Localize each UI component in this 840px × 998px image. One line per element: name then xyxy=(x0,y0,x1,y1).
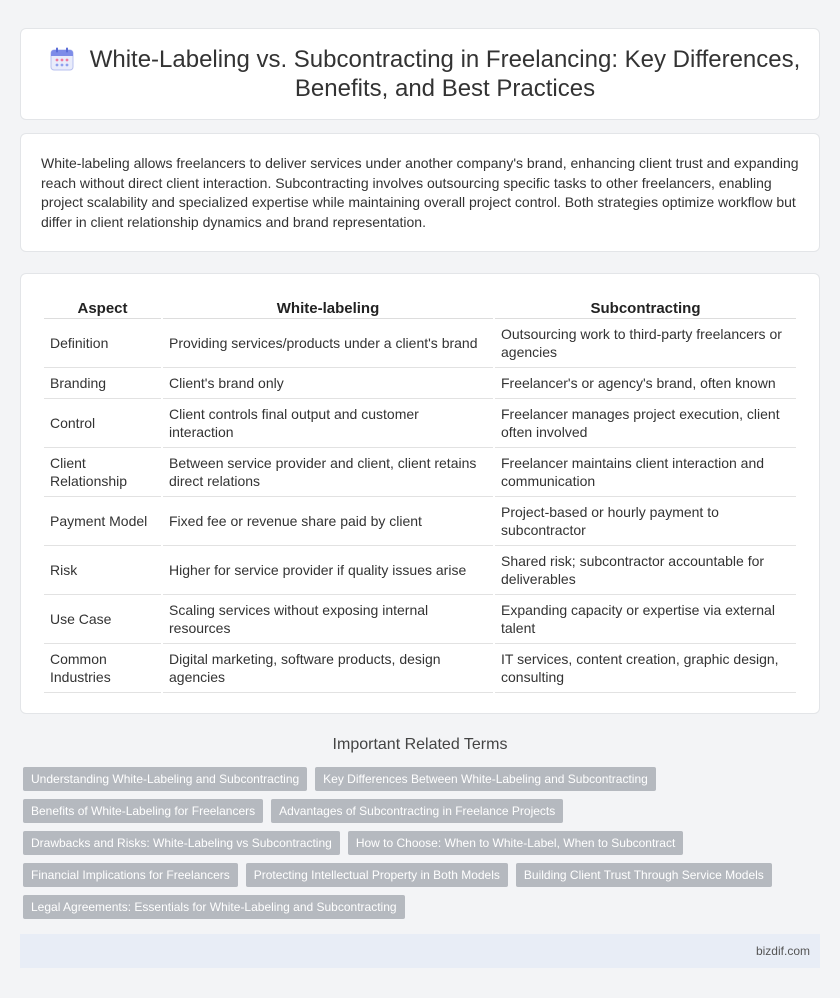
row-white-labeling: Fixed fee or revenue share paid by client xyxy=(163,497,493,546)
table-row xyxy=(44,644,796,693)
intro-card xyxy=(20,133,820,252)
row-aspect: Common Industries xyxy=(44,644,161,693)
related-terms-heading: Important Related Terms xyxy=(332,736,508,753)
row-aspect: Control xyxy=(44,399,161,448)
table-row xyxy=(44,595,796,644)
table-row xyxy=(44,546,796,595)
row-aspect: Client Relationship xyxy=(44,448,161,497)
comparison-table xyxy=(42,295,798,693)
calendar-icon xyxy=(49,46,75,72)
row-white-labeling: Between service provider and client, client retains direct relations xyxy=(163,448,493,497)
related-term-link[interactable]: Financial Implications for Freelancers xyxy=(23,863,238,887)
row-subcontracting: Freelancer's or agency's brand, often known xyxy=(495,368,796,399)
footer-site-link[interactable]: bizdif.com xyxy=(755,944,810,958)
row-white-labeling: Providing services/products under a client's brand xyxy=(163,319,493,368)
row-subcontracting: Freelancer manages project execution, client often involved xyxy=(495,399,796,448)
row-aspect: Payment Model xyxy=(44,497,161,546)
row-aspect: Branding xyxy=(44,368,161,399)
row-subcontracting: Shared risk; subcontractor accountable for deliverables xyxy=(495,546,796,595)
header-aspect: Aspect xyxy=(44,295,161,319)
page-title: White-Labeling vs. Subcontracting in Freelancing: Key Differences, Benefits, and Best Practices xyxy=(89,46,801,102)
comparison-card xyxy=(20,273,820,714)
row-white-labeling: Client's brand only xyxy=(163,368,493,399)
related-term-link[interactable]: Building Client Trust Through Service Models xyxy=(516,863,772,887)
related-terms-list xyxy=(23,767,813,927)
table-row xyxy=(44,399,796,448)
row-white-labeling: Higher for service provider if quality issues arise xyxy=(163,546,493,595)
row-white-labeling: Client controls final output and customer interaction xyxy=(163,399,493,448)
footer xyxy=(20,934,820,968)
row-subcontracting: Outsourcing work to third-party freelancers or agencies xyxy=(495,319,796,368)
row-subcontracting: IT services, content creation, graphic design, consulting xyxy=(495,644,796,693)
related-term-link[interactable]: Drawbacks and Risks: White-Labeling vs Subcontracting xyxy=(23,831,340,855)
table-header-row xyxy=(44,295,796,319)
related-term-link[interactable]: Legal Agreements: Essentials for White-Labeling and Subcontracting xyxy=(23,895,405,919)
row-aspect: Definition xyxy=(44,319,161,368)
related-term-link[interactable]: How to Choose: When to White-Label, When to Subcontract xyxy=(348,831,684,855)
related-term-link[interactable]: Understanding White-Labeling and Subcontracting xyxy=(23,767,307,791)
row-white-labeling: Digital marketing, software products, design agencies xyxy=(163,644,493,693)
related-term-link[interactable]: Advantages of Subcontracting in Freelance Projects xyxy=(271,799,563,823)
related-term-link[interactable]: Key Differences Between White-Labeling and Subcontracting xyxy=(315,767,656,791)
table-row xyxy=(44,319,796,368)
intro-paragraph: White-labeling allows freelancers to deliver services under another company's brand, enhancing client trust and expanding reach without direct client interaction. Subcontracting involves outsourcing specific tasks to other freelancers, enabling project scalability and specialized expertise while maintaining overall project control. Both strategies optimize workflow but differ in client relationship dynamics and brand representation. xyxy=(41,155,799,230)
header-white-labeling: White-labeling xyxy=(163,295,493,319)
table-row xyxy=(44,368,796,399)
header-subcontracting: Subcontracting xyxy=(495,295,796,319)
row-white-labeling: Scaling services without exposing internal resources xyxy=(163,595,493,644)
row-subcontracting: Freelancer maintains client interaction and communication xyxy=(495,448,796,497)
row-subcontracting: Project-based or hourly payment to subcontractor xyxy=(495,497,796,546)
row-aspect: Use Case xyxy=(44,595,161,644)
row-subcontracting: Expanding capacity or expertise via external talent xyxy=(495,595,796,644)
row-aspect: Risk xyxy=(44,546,161,595)
related-term-link[interactable]: Benefits of White-Labeling for Freelancers xyxy=(23,799,263,823)
table-row xyxy=(44,497,796,546)
title-card xyxy=(20,28,820,120)
table-row xyxy=(44,448,796,497)
related-term-link[interactable]: Protecting Intellectual Property in Both Models xyxy=(246,863,508,887)
